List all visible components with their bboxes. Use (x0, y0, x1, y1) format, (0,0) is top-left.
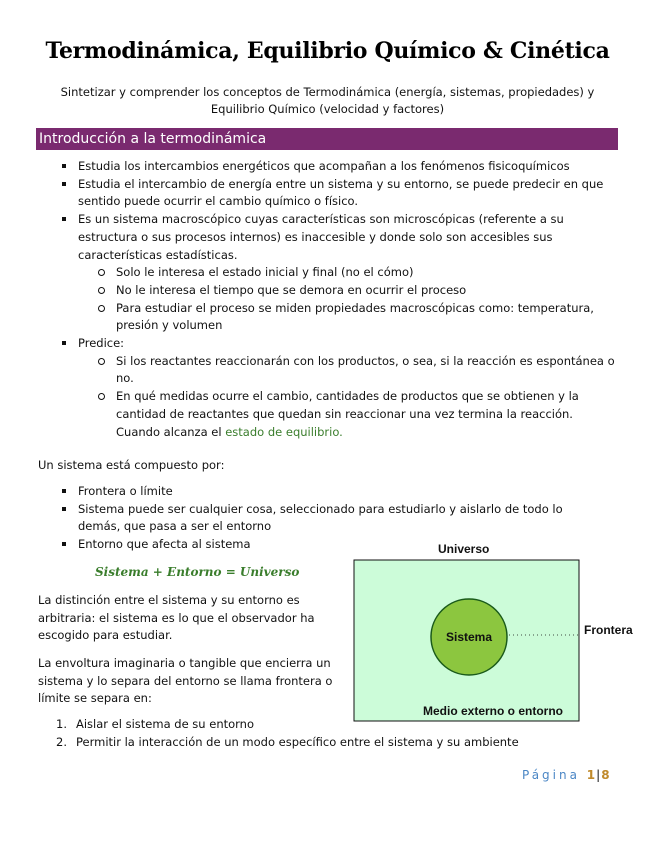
item-text: Permitir la interacción de un modo específico entre el sistema y su ambiente (76, 734, 519, 749)
system-universe-diagram (352, 540, 650, 722)
sub-bullet-item: No le interesa el tiempo que se demora en ocurrir el proceso (38, 282, 618, 300)
bullet-item: Es un sistema macroscópico cuyas características son microscópicas (referente a su estructura o sus procesos internos) es inaccesible y donde solo son accesibles sus características estadísticas. (38, 211, 618, 264)
item-number: 1. (56, 717, 67, 731)
sub-bullet-item (38, 388, 618, 441)
page-subtitle: Sintetizar y comprender los conceptos de Termodinámica (energía, sistemas, propiedades) y Equilibrio Químico (velocidad y factores) (60, 85, 595, 116)
sub-bullet-item: Para estudiar el proceso se miden propiedades macroscópicas como: temperatura, presión y volumen (38, 300, 618, 335)
component-item: Entorno que afecta al sistema (38, 536, 598, 554)
universe-label: Universo (438, 542, 490, 556)
bullet-item: Estudia los intercambios energéticos que acompañan a los fenómenos fisicoquímicos (38, 158, 618, 176)
border-label: Frontera (584, 623, 633, 637)
distinction-paragraph: La distinción entre el sistema y su entorno es arbitraria: el sistema es lo que el observador ha escogido para estudiar. (38, 593, 315, 643)
page-current: 1 (586, 768, 597, 782)
numbered-item (38, 734, 618, 752)
system-label: Sistema (445, 630, 493, 644)
component-item: Frontera o límite (38, 483, 598, 501)
page-title: Termodinámica, Equilibrio Químico & Cinética (45, 38, 610, 64)
equilibrium-highlight: estado de equilibrio. (225, 424, 343, 439)
section-heading-bar (36, 128, 618, 150)
intro-bullet-list (38, 158, 618, 441)
environment-label: Medio externo o entorno (423, 704, 564, 718)
sub-bullet-text: En qué medidas ocurre el cambio, cantidades de productos que se obtienen y la cantidad de reactantes que quedan sin reaccionar una vez termina la reacción. Cuando alcanza el (116, 389, 579, 439)
item-text: Aislar el sistema de su entorno (76, 717, 254, 731)
page-footer (522, 768, 611, 782)
section-heading: Introducción a la termodinámica (39, 131, 267, 147)
boundary-paragraph: La envoltura imaginaria o tangible que encierra un sistema y lo separa del entorno se llama frontera o límite se separa en: (38, 656, 333, 706)
bullet-item: Predice: (38, 335, 618, 353)
sub-bullet-item: Solo le interesa el estado inicial y final (no el cómo) (38, 264, 618, 282)
system-intro: Un sistema está compuesto por: (38, 458, 225, 472)
bullet-item: Estudia el intercambio de energía entre un sistema y su entorno, se puede predecir en que sentido puede ocurrir el cambio químico o físico. (38, 176, 618, 211)
sub-bullet-item: Si los reactantes reaccionarán con los productos, o sea, si la reacción es espontánea o no. (38, 353, 618, 388)
universe-equation: Sistema + Entorno = Universo (95, 565, 300, 579)
page-total: 8 (601, 768, 611, 782)
item-number: 2. (56, 734, 67, 749)
page-word: Página (522, 768, 580, 782)
component-item: Sistema puede ser cualquier cosa, seleccionado para estudiarlo y aislarlo de todo lo demás, que pasa a ser el entorno (38, 501, 598, 536)
page-separator: | (596, 768, 602, 782)
